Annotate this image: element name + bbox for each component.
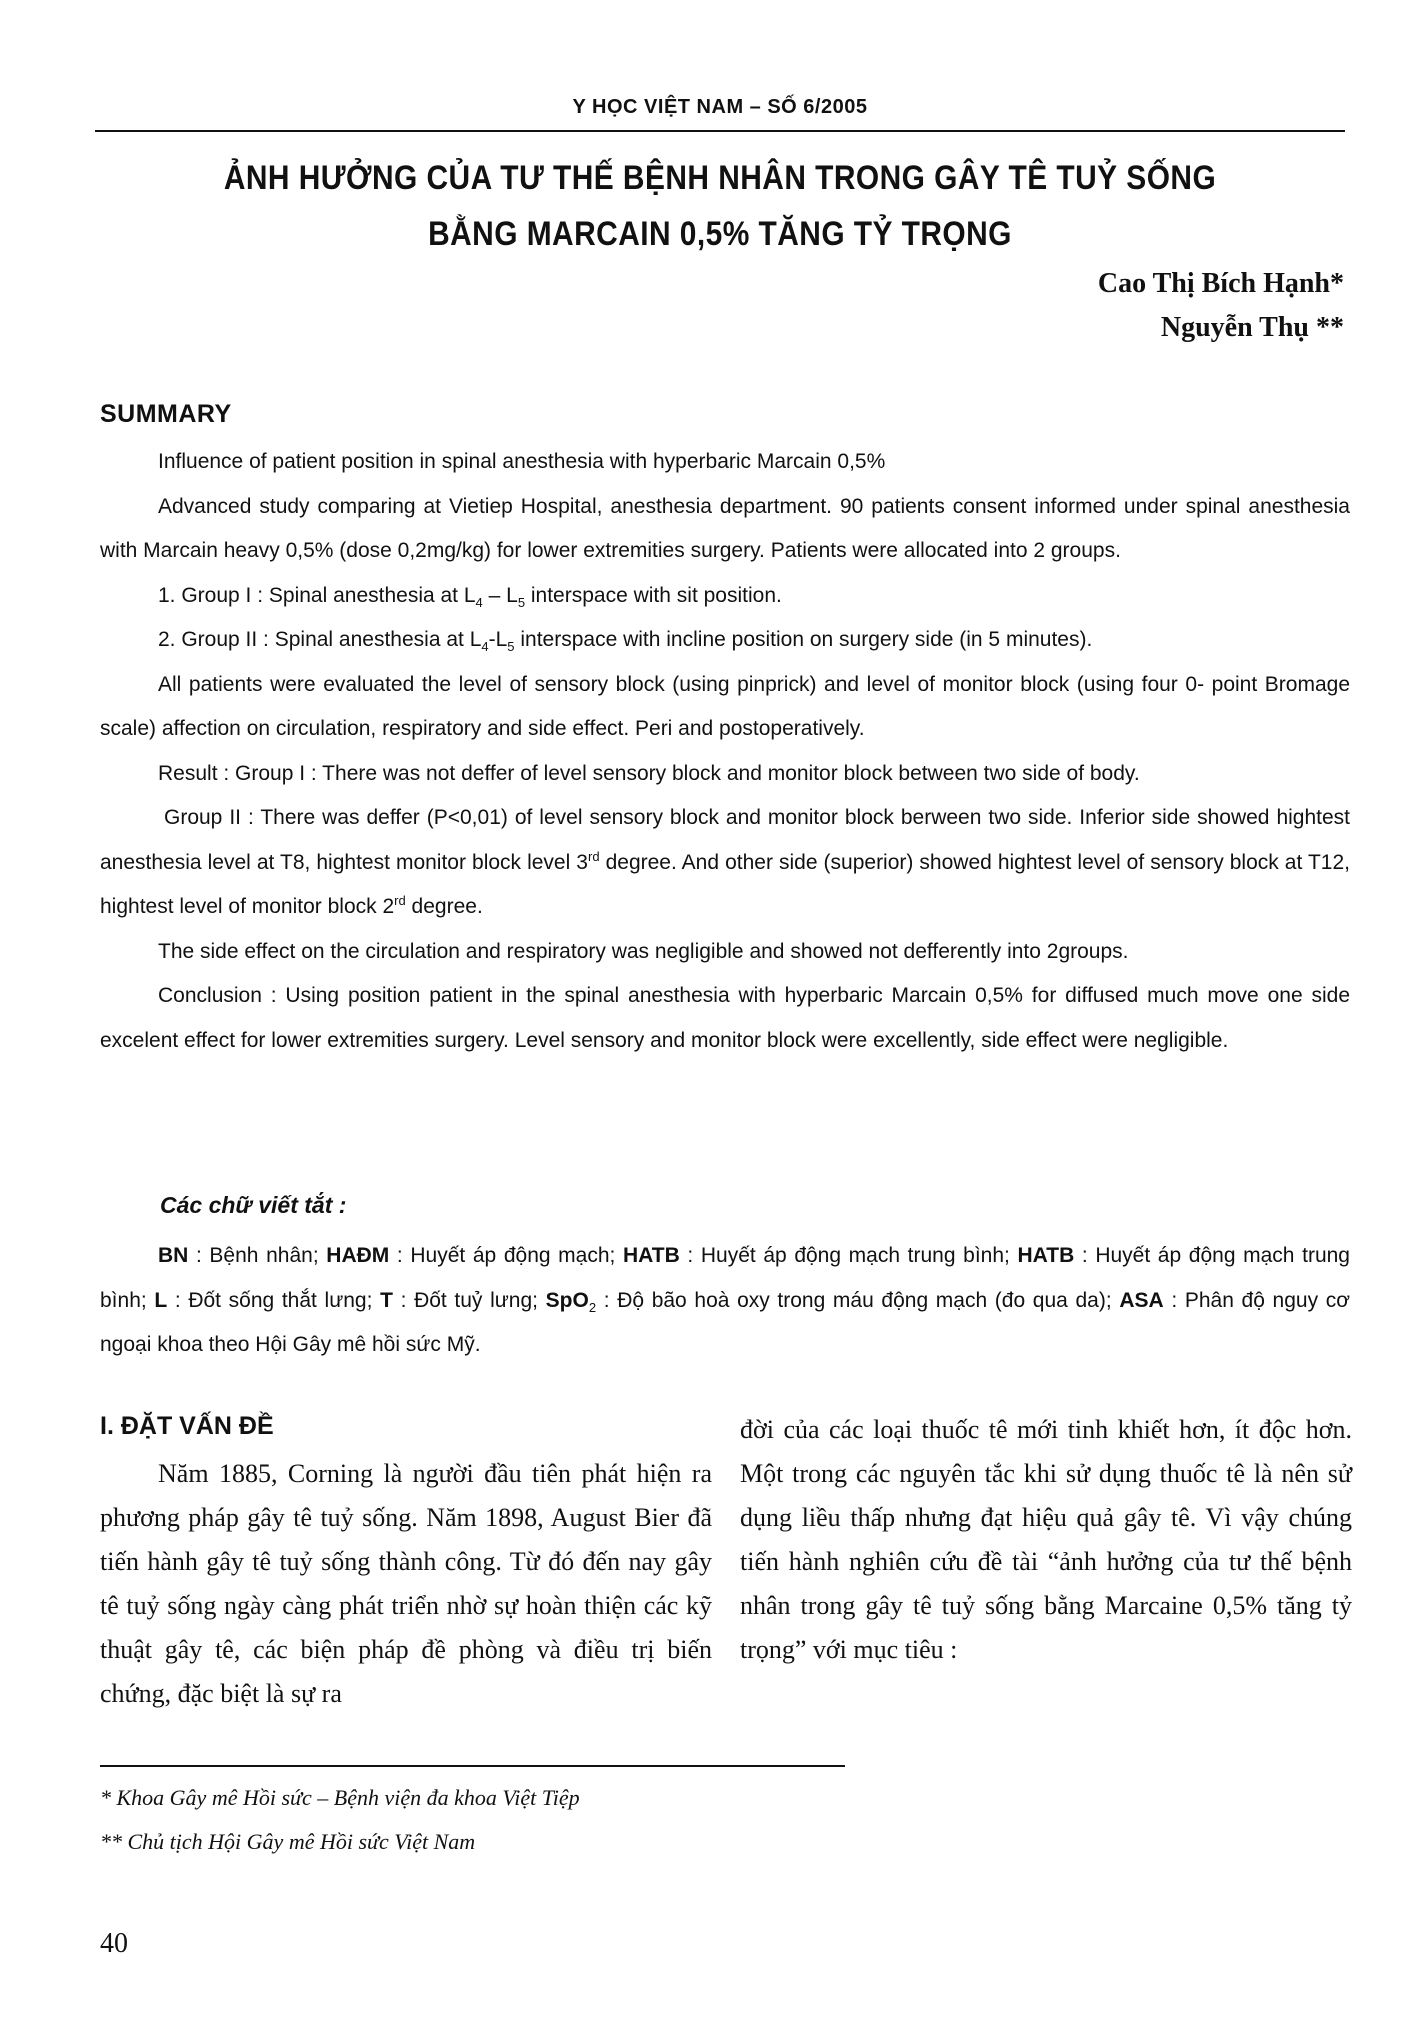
summary-body (100, 440, 1350, 1063)
abbreviations-list: BN : Bệnh nhân; HAĐM : Huyết áp động mạch; HATB : Huyết áp động mạch trung bình; HATB : Huyết áp động mạch trung bình; L : Đốt sống thắt lưng; T : Đốt tuỷ lưng; SpO$_2$ : Độ bão hoà oxy trong máu động mạch (đo qua da); ASA : Phân độ nguy cơ ngoại khoa theo Hội Gây mê hồi sức Mỹ. (100, 1244, 1350, 1356)
header-rule (95, 130, 1345, 132)
footnote-2: ** Chủ tịch Hội Gây mê Hồi sức Việt Nam (100, 1829, 476, 1854)
page-number: 40 (100, 1928, 128, 1959)
summary-result: Result : Group I : There was not deffer of level sensory block and monitor block between two side of body. (158, 761, 1140, 785)
running-head: Y HỌC VIỆT NAM – SỐ 6/2005 (572, 96, 868, 118)
footnote-rule (100, 1765, 845, 1767)
summary-paragraph: Advanced study comparing at Vietiep Hospital, anesthesia department. 90 patients consent informed under spinal anesthesia with Marcain heavy 0,5% (dose 0,2mg/kg) for lower extremities surgery. Patients were allocated into 2 groups. (100, 494, 1350, 562)
author-2: Nguyễn Thụ ** (1160, 312, 1344, 343)
summary-paragraph: The side effect on the circulation and respiratory was negligible and showed not defferently into 2groups. (158, 939, 1129, 963)
summary-heading: SUMMARY (100, 400, 232, 428)
summary-paragraph: Influence of patient position in spinal anesthesia with hyperbaric Marcain 0,5% (158, 450, 886, 473)
abbreviations-heading: Các chữ viết tắt : (160, 1192, 347, 1218)
title-line-2: BẰNG MARCAIN 0,5% TĂNG TỶ TRỌNG (428, 215, 1012, 253)
summary-group-1: 1. Group I : Spinal anesthesia at $L_4 - L_5$ interspace with sit position. (158, 583, 782, 610)
author-1: Cao Thị Bích Hạnh* (1097, 268, 1344, 299)
section-heading-introduction: I. ĐẶT VẤN ĐỀ (100, 1412, 274, 1440)
summary-group-2-result: Group II : There was deffer (P<0,01) of level sensory block and monitor block berween two side. Inferior side showed hightest anesthesia level at T8, hightest monitor block level 3rd degree. And other side (superior) showed hightest level of sensory block at T12, hightest level of monitor block 2rd degree. (100, 806, 1350, 918)
title-line-1: ẢNH HƯỞNG CỦA TƯ THẾ BỆNH NHÂN TRONG GÂY TÊ TUỶ SỐNG (223, 159, 1217, 197)
author-list (1098, 262, 1344, 350)
article-title (192, 150, 1248, 262)
summary-group-2: 2. Group II : Spinal anesthesia at $L_4-L_5$ interspace with incline position on surgery side (in 5 minutes). (158, 628, 1093, 655)
footnote-1: * Khoa Gây mê Hồi sức – Bệnh viện đa khoa Việt Tiệp (100, 1785, 580, 1810)
introduction-left-column: Năm 1885, Corning là người đầu tiên phát hiện ra phương pháp gây tê tuỷ sống. Năm 1898, August Bier đã tiến hành gây tê tuỷ sống thành công. Từ đó đến nay gây tê tuỷ sống ngày càng phát triển nhờ sự hoàn thiện các kỹ thuật gây tê, các biện pháp đề phòng và điều trị biến chứng, đặc biệt là sự ra (100, 1459, 712, 1708)
footnotes (100, 1776, 1000, 1864)
summary-conclusion: Conclusion : Using position patient in the spinal anesthesia with hyperbaric Marcain 0,5% for diffused much move one side excelent effect for lower extremities surgery. Level sensory and monitor block were excellently, side effect were negligible. (100, 984, 1350, 1052)
summary-paragraph: All patients were evaluated the level of sensory block (using pinprick) and level of monitor block (using four 0- point Bromage scale) affection on circulation, respiratory and side effect. Peri and postoperatively. (100, 672, 1350, 740)
introduction-right-column: đời của các loại thuốc tê mới tinh khiết hơn, ít độc hơn. Một trong các nguyên tắc khi sử dụng thuốc tê là nên sử dụng liều thấp nhưng đạt hiệu quả gây tê. Vì vậy chúng tiến hành nghiên cứu đề tài “ảnh hưởng của tư thế bệnh nhân trong gây tê tuỷ sống bằng Marcaine 0,5% tăng tỷ trọng” với mục tiêu : (740, 1415, 1352, 1664)
